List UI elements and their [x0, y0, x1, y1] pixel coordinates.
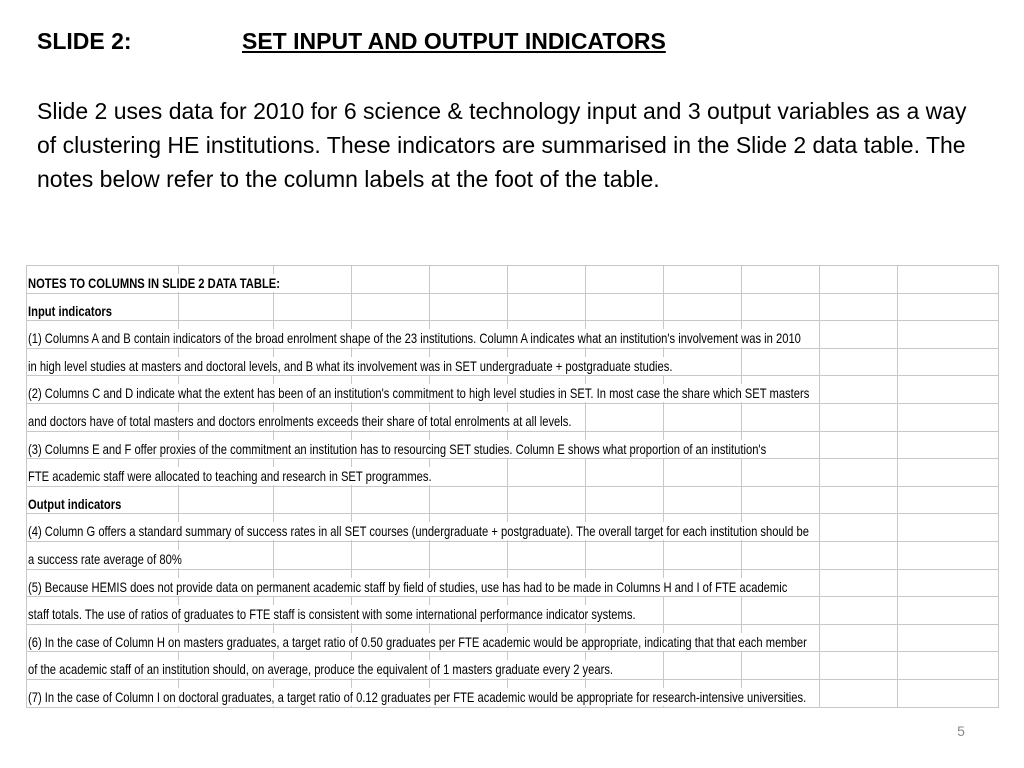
table-cell-text: in high level studies at masters and doctoral levels, and B what its involvement was in SET undergraduate + postgraduate studies. [28, 357, 676, 375]
table-row [26, 320, 999, 348]
table-cell-text: FTE academic staff were allocated to teaching and research in SET programmes. [28, 467, 435, 485]
notes-table [26, 265, 999, 708]
table-row [26, 348, 999, 376]
table-cell-text: (3) Columns E and F offer proxies of the commitment an institution has to resourcing SET studies. Column E shows what proportion of an institution's [28, 440, 769, 458]
table-cell-text: Input indicators [28, 302, 115, 320]
table-cell-text: (6) In the case of Column H on masters graduates, a target ratio of 0.50 graduates per FTE academic would be appropriate, indicating that that each member [28, 633, 810, 651]
table-cell-text: (1) Columns A and B contain indicators of the broad enrolment shape of the 23 institutions. Column A indicates what an institution's involvement was in 2010 [28, 329, 804, 347]
slide-title: SET INPUT AND OUTPUT INDICATORS [242, 28, 666, 54]
table-row [26, 596, 999, 624]
intro-paragraph: Slide 2 uses data for 2010 for 6 science & technology input and 3 output variables as a way of clustering HE institutions. These indicators are summarised in the Slide 2 data table. The notes below refer to the column labels at the foot of the table. [37, 98, 967, 192]
table-row [26, 486, 999, 514]
table-row [26, 651, 999, 679]
table-cell-text: (2) Columns C and D indicate what the extent has been of an institution's commitment to high level studies in SET. In most case the share which SET masters [28, 384, 813, 402]
table-row [26, 569, 999, 597]
table-cell-text: (7) In the case of Column I on doctoral graduates, a target ratio of 0.12 graduates per FTE academic would be appropriate for research-intensive universities. [28, 688, 809, 706]
table-row [26, 458, 999, 486]
table-row-line [26, 707, 999, 708]
table-cell-text: (4) Column G offers a standard summary of success rates in all SET courses (undergraduate + postgraduate). The overall target for each institution should be [28, 522, 812, 540]
table-row [26, 513, 999, 541]
table-row [26, 679, 999, 707]
table-row [26, 293, 999, 321]
table-cell-text: Output indicators [28, 495, 125, 513]
table-row [26, 541, 999, 569]
slide-label: SLIDE 2: [37, 28, 132, 54]
table-row [26, 403, 999, 431]
table-row [26, 265, 999, 293]
table-cell-text: (5) Because HEMIS does not provide data on permanent academic staff by field of studies, use has had to be made in Columns H and I of FTE academic [28, 578, 791, 596]
table-cell-text: of the academic staff of an institution should, on average, produce the equivalent of 1 masters graduate every 2 years. [28, 660, 616, 678]
table-row [26, 375, 999, 403]
table-cell-text: and doctors have of total masters and doctors enrolments exceeds their share of total enrolments at all levels. [28, 412, 575, 430]
table-cell-text: staff totals. The use of ratios of graduates to FTE staff is consistent with some international performance indicator systems. [28, 605, 639, 623]
table-row [26, 624, 999, 652]
table-cell-text: a success rate average of 80% [28, 550, 185, 568]
page-number: 5 [957, 723, 965, 739]
table-row [26, 431, 999, 459]
table-cell-text: NOTES TO COLUMNS IN SLIDE 2 DATA TABLE: [28, 274, 283, 292]
